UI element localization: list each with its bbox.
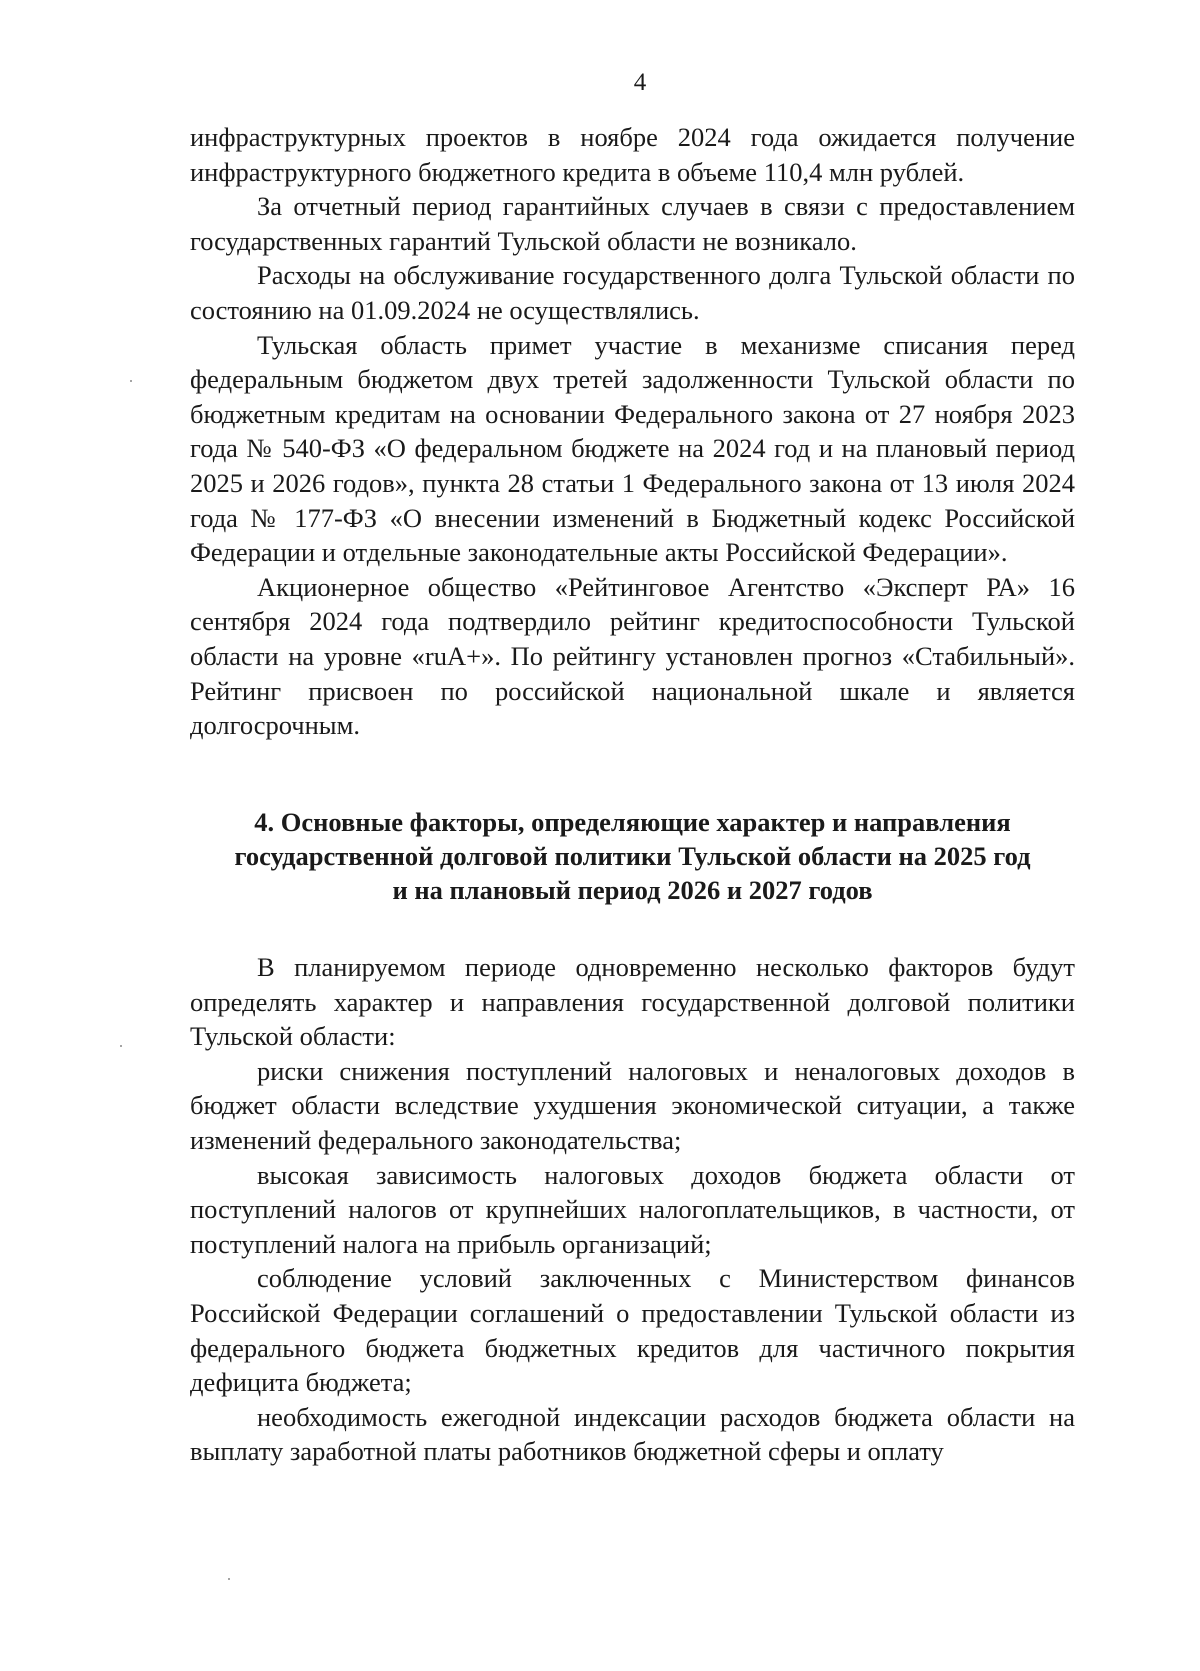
body-text-bottom bbox=[190, 950, 1075, 1469]
paragraph: Тульская область примет участие в механизме списания перед федеральным бюджетом двух третей задолженности Тульской области по бюджетным кредитам на основании Федерального закона от 27 ноября 2023 года № 540-ФЗ «О федеральном бюджете на 2024 год и на плановый период 2025 и 2026 годов», пункта 28 статьи 1 Федерального закона от 13 июля 2024 года № 177-ФЗ «О внесении изменений в Бюджетный кодекс Российской Федерации и отдельные законодательные акты Российской Федерации». bbox=[190, 329, 1075, 568]
paragraph: соблюдение условий заключенных с Министерством финансов Российской Федерации соглашений о предоставлении Тульской области из федерального бюджета бюджетных кредитов для частичного покрытия дефицита бюджета; bbox=[190, 1263, 1075, 1398]
page-number: 4 bbox=[633, 69, 647, 96]
scan-speck bbox=[120, 1045, 122, 1047]
section-heading-line: и на плановый период 2026 и 2027 годов bbox=[392, 875, 873, 905]
body-text-top bbox=[190, 120, 1075, 743]
paragraph: За отчетный период гарантийных случаев в связи с предоставлением государственных гарантий Тульской области не возникало. bbox=[190, 191, 1075, 256]
paragraph: Акционерное общество «Рейтинговое Агентство «Эксперт РА» 16 сентября 2024 года подтвердило рейтинг кредитоспособности Тульской области на уровне «ruA+». По рейтингу установлен прогноз «Стабильный». Рейтинг присвоен по российской национальной шкале и является долгосрочным. bbox=[190, 571, 1075, 741]
scan-speck bbox=[228, 1578, 230, 1580]
paragraph: риски снижения поступлений налоговых и неналоговых доходов в бюджет области вследствие ухудшения экономической ситуации, а также изменений федерального законодательства; bbox=[190, 1055, 1075, 1155]
section-heading-line: государственной долговой политики Тульской области на 2025 год bbox=[234, 841, 1031, 871]
paragraph: необходимость ежегодной индексации расходов бюджета области на выплату заработной платы работников бюджетной сферы и оплату bbox=[190, 1401, 1075, 1467]
section-heading-line: 4. Основные факторы, определяющие характер и направления bbox=[254, 807, 1011, 837]
scan-speck bbox=[130, 380, 132, 382]
paragraph: высокая зависимость налоговых доходов бюджета области от поступлений налогов от крупнейших налогоплательщиков, в частности, от поступлений налога на прибыль организаций; bbox=[190, 1159, 1075, 1259]
paragraph: В планируемом периоде одновременно несколько факторов будут определять характер и направления государственной долговой политики Тульской области: bbox=[190, 952, 1075, 1052]
section-heading bbox=[190, 805, 1075, 907]
paragraph: Расходы на обслуживание государственного долга Тульской области по состоянию на 01.09.2024 не осуществлялись. bbox=[190, 260, 1075, 325]
paragraph: инфраструктурных проектов в ноябре 2024 года ожидается получение инфраструктурного бюджетного кредита в объеме 110,4 млн рублей. bbox=[190, 122, 1075, 187]
